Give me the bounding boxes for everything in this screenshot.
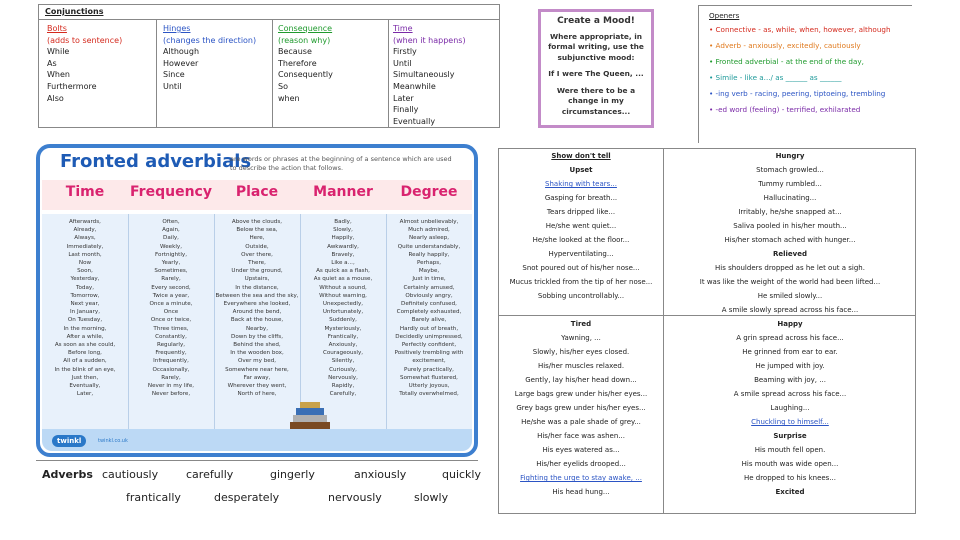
poster-entry: Back at the house,	[230, 317, 284, 324]
poster-entry: Regularly,	[156, 342, 186, 349]
poster-entry: Curiously,	[329, 366, 357, 373]
show-dont-tell-table	[498, 148, 916, 514]
poster-header-place: Place	[235, 184, 279, 200]
poster-col-place	[215, 218, 299, 398]
poster-entry: Mysteriously,	[324, 325, 362, 332]
poster-entry: Just in time,	[412, 276, 446, 283]
poster-entry: In the morning,	[63, 325, 107, 332]
sdt-line: Gasping for breath...	[544, 194, 618, 202]
sdt-line: His/her stomach ached with hunger...	[724, 236, 856, 244]
poster-entry: Frequently,	[155, 350, 187, 357]
sdt-line: Sobbing uncontrollably...	[537, 292, 625, 300]
poster-entry: Yearly,	[161, 260, 181, 267]
sdt-line: His head hung...	[552, 488, 610, 496]
poster-entry: Twice a year,	[152, 292, 190, 299]
books-icon	[288, 402, 332, 432]
sdt-line: Large bags grew under his/her eyes...	[514, 390, 648, 398]
poster-entry: Hardly out of breath,	[399, 325, 459, 332]
poster-header-degree: Degree	[400, 184, 458, 200]
sdt-cell-upset	[499, 149, 663, 303]
sdt-line: He jumped with joy.	[755, 362, 825, 370]
conj-col-hinges: Hinges (changes the direction) Although However Since Until	[163, 24, 257, 91]
sdt-line: Hyperventilating...	[548, 250, 614, 258]
poster-entry: Rarely,	[161, 276, 181, 283]
poster-entry: In January,	[70, 309, 100, 316]
sdt-line: Happy	[777, 320, 803, 328]
poster-entry: Next year,	[70, 301, 100, 308]
poster-entry: Unfortunately,	[322, 309, 364, 316]
sdt-line: Beaming with joy, ...	[754, 376, 826, 384]
sdt-cell-happy	[663, 317, 917, 499]
poster-entry: Weekly,	[160, 243, 182, 250]
poster-entry: Over my bed,	[237, 358, 277, 365]
adverb-word: gingerly	[270, 468, 315, 481]
poster-entry: Nearby,	[246, 325, 268, 332]
sdt-line: His eyes watered as...	[542, 446, 620, 454]
poster-entry: Just then,	[71, 374, 99, 381]
poster-entry: Somewhere near here,	[225, 366, 289, 373]
poster-entry: Frantically,	[327, 333, 359, 340]
sdt-line: His mouth was wide open...	[741, 460, 839, 468]
poster-entry: After a while,	[66, 333, 104, 340]
sdt-line: Stomach growled...	[756, 166, 824, 174]
poster-entry: Before long,	[68, 350, 102, 357]
poster-entry: Every second,	[151, 284, 191, 291]
poster-title: Fronted adverbials	[60, 151, 252, 172]
twinkl-logo: twinkl	[52, 435, 86, 447]
poster-entry: Between the sea and the sky,	[215, 292, 299, 299]
sdt-line: Laughing...	[770, 404, 810, 412]
poster-entry: Quite understandably,	[397, 243, 461, 250]
sdt-line: Tired	[570, 320, 592, 328]
sdt-line: He grinned from ear to ear.	[742, 348, 838, 356]
poster-entry: Somewhat flustered,	[400, 374, 458, 381]
sdt-cell-hungry	[663, 149, 917, 317]
poster-entry: Immediately,	[66, 243, 104, 250]
poster-entry: Soon,	[77, 268, 93, 275]
poster-entry: Silently,	[331, 358, 355, 365]
poster-entry: Above the clouds,	[231, 219, 283, 225]
sdt-line: Snot poured out of his/her nose...	[522, 264, 640, 272]
poster-entry: Nervously,	[328, 374, 358, 381]
poster-entry: As soon as she could,	[54, 342, 116, 349]
poster-col-time	[43, 218, 127, 398]
poster-entry: In the distance,	[235, 284, 279, 291]
poster-entry: Outside,	[245, 243, 269, 250]
poster-entry: Once	[163, 309, 179, 316]
sdt-cell-tired	[499, 317, 663, 499]
poster-entry: Over there,	[241, 251, 273, 258]
poster-entry: Tomorrow,	[70, 292, 100, 299]
poster-entry: Carefully,	[329, 391, 357, 398]
sdt-line: Surprise	[773, 432, 807, 440]
sdt-line: Shaking with tears...	[545, 180, 617, 188]
poster-entry: Often,	[162, 219, 180, 225]
sdt-line: Mucus trickled from the tip of her nose...	[509, 278, 653, 286]
poster-entry: Maybe,	[418, 268, 440, 275]
poster-entry: Happily,	[331, 235, 355, 242]
conjunctions-title: Conjunctions	[45, 7, 104, 16]
poster-entry: Again,	[162, 227, 180, 234]
sdt-line: A grin spread across his face...	[736, 334, 844, 342]
poster-entry: Far away,	[243, 374, 271, 381]
sdt-line: A smile slowly spread across his face...	[721, 306, 859, 314]
sdt-line: Chuckling to himself...	[751, 418, 829, 426]
poster-col-frequency	[129, 218, 213, 398]
opener-item: • -ed word (feeling) - terrified, exhilarated	[709, 105, 861, 114]
poster-entry: Wherever they went,	[227, 383, 287, 390]
sdt-line: He/she was a pale shade of grey...	[521, 418, 641, 426]
sdt-line: Fighting the urge to stay awake, ...	[520, 474, 642, 482]
mood-text-2: If I were The Queen, ...	[548, 69, 644, 78]
adverbs-label: Adverbs	[42, 468, 93, 481]
sdt-line: He smiled slowly...	[757, 292, 823, 300]
poster-col-degree	[387, 218, 471, 398]
poster-entry: Down by the cliffs,	[231, 333, 283, 340]
poster-entry: Utterly joyous,	[408, 383, 450, 390]
poster-col-manner	[301, 218, 385, 398]
poster-entry: Infrequently,	[153, 358, 189, 365]
poster-entry: North of here,	[237, 391, 277, 398]
poster-entry: Yesterday,	[70, 276, 100, 283]
poster-entry: Behind the shed,	[233, 342, 281, 349]
poster-entry: On Tuesday,	[67, 317, 103, 324]
adverb-word: anxiously	[354, 468, 407, 481]
poster-entry: Below the sea,	[236, 227, 278, 234]
poster-entry: Really happily,	[408, 251, 450, 258]
sdt-line: Grey bags grew under his/her eyes...	[516, 404, 646, 412]
adverb-word: carefully	[186, 468, 234, 481]
poster-header-manner: Manner	[313, 184, 373, 200]
conjunctions-table	[38, 4, 500, 128]
poster-entry: Rapidly,	[331, 383, 355, 390]
sdt-line: It was like the weight of the world had been lifted...	[699, 278, 881, 286]
poster-entry: Under the ground,	[231, 268, 283, 275]
poster-entry: In the blink of an eye,	[54, 366, 116, 373]
poster-entry: Without a sound,	[319, 284, 367, 291]
poster-entry: Perhaps,	[416, 260, 442, 267]
poster-entry: Always,	[74, 235, 96, 242]
adverb-word: cautiously	[102, 468, 159, 481]
poster-entry: Decidedly unimpressed,	[395, 333, 463, 340]
poster-entry: Purely practically,	[404, 366, 454, 373]
poster-entry: Perfectly confident,	[401, 342, 457, 349]
poster-entry: There,	[248, 260, 266, 267]
poster-entry: Around the bend,	[232, 309, 282, 316]
adverbs-strip	[36, 460, 481, 512]
sdt-line: Irritably, he/she snapped at...	[738, 208, 842, 216]
poster-header-time: Time	[65, 184, 105, 200]
poster-entry: Eventually,	[69, 383, 101, 390]
poster-entry: Constantly,	[155, 333, 187, 340]
opener-item: • Connective - as, while, when, however, although	[709, 25, 891, 34]
poster-entry: Never in my life,	[147, 383, 195, 390]
openers-title: Openers	[709, 11, 740, 20]
sdt-line: His/her face was ashen...	[537, 432, 625, 440]
sdt-line: A smile spread across his face...	[733, 390, 847, 398]
poster-entry: Last month,	[68, 251, 102, 258]
poster-entry: Here,	[249, 235, 265, 242]
poster-entry: Suddenly,	[329, 317, 357, 324]
poster-entry: Positively trembling with excitement,	[394, 350, 464, 365]
adverb-word: nervously	[328, 491, 382, 504]
openers-box	[698, 5, 912, 143]
poster-entry: Today,	[76, 284, 94, 291]
poster-entry: In the wooden box,	[230, 350, 284, 357]
conj-col-consequence: Consequence (reason why) Because Therefore Consequently So when	[278, 24, 333, 103]
sdt-line: Saliva pooled in his/her mouth...	[733, 222, 847, 230]
poster-entry: Slowly,	[333, 227, 353, 234]
sdt-line: His/her muscles relaxed.	[537, 362, 625, 370]
conj-col-time: Time (when it happens) Firstly Until Simultaneously Meanwhile Later Finally Eventually	[393, 24, 466, 126]
poster-entry: Courageously,	[322, 350, 364, 357]
poster-entry: Everywhere she looked,	[223, 301, 291, 308]
poster-entry: Awkwardly,	[327, 243, 359, 250]
mood-title: Create a Mood!	[557, 16, 635, 26]
create-a-mood-box	[538, 9, 654, 128]
poster-entry: Rarely,	[161, 374, 181, 381]
sdt-line: He/she went quiet...	[545, 222, 617, 230]
opener-item: • -ing verb - racing, peering, tiptoeing, trembling	[709, 89, 886, 98]
poster-entry: Occasionally,	[152, 366, 190, 373]
sdt-line: Hallucinating...	[763, 194, 817, 202]
sdt-line: His shoulders dropped as he let out a sigh.	[715, 264, 865, 272]
poster-url: twinkl.co.uk	[98, 438, 128, 444]
mood-text-3: Were there to be a change in my circumstances...	[556, 85, 636, 116]
sdt-line: Slowly, his/her eyes closed.	[532, 348, 630, 356]
sdt-line: Hungry	[775, 152, 805, 160]
poster-entry: Without warning,	[319, 292, 367, 299]
sdt-line: Show don't tell	[551, 152, 611, 160]
poster-entry: Already,	[73, 227, 97, 234]
mood-text-1: Where appropriate, in formal writing, use the subjunctive mood:	[548, 31, 644, 62]
poster-entry: Upstairs,	[244, 276, 270, 283]
poster-entry: Completely exhausted,	[396, 309, 462, 316]
adverb-word: desperately	[214, 491, 280, 504]
poster-entry: Almost unbelievably,	[399, 219, 459, 225]
poster-entry: Sometimes,	[154, 268, 188, 275]
poster-entry: Nearly asleep,	[408, 235, 450, 242]
poster-description: are words or phrases at the beginning of a sentence which are used to describe the action that follows.	[230, 155, 452, 172]
sdt-line: Tears dripped like...	[546, 208, 616, 216]
poster-entry: All of a sudden,	[63, 358, 107, 365]
opener-item: • Adverb - anxiously, excitedly, cautiously	[709, 41, 861, 50]
sdt-line: He dropped to his knees...	[743, 474, 837, 482]
poster-entry: As quick as a flash,	[316, 268, 370, 275]
adverb-word: slowly	[414, 491, 449, 504]
sdt-line: Gently, lay his/her head down...	[525, 376, 637, 384]
opener-item: • Simile - like a.../ as ______ as ______	[709, 73, 842, 82]
opener-item: • Fronted adverbial - at the end of the day,	[709, 57, 864, 66]
sdt-line: His mouth fell open.	[754, 446, 826, 454]
poster-entry: Unexpectedly,	[322, 301, 364, 308]
poster-entry: Barely alive,	[411, 317, 447, 324]
sdt-line: Upset	[569, 166, 593, 174]
poster-entry: Much admired,	[408, 227, 450, 234]
poster-entry: Fortnightly,	[155, 251, 187, 258]
poster-entry: Totally overwhelmed,	[399, 391, 459, 398]
poster-entry: Once or twice,	[150, 317, 192, 324]
poster-entry: As quiet as a mouse,	[313, 276, 373, 283]
poster-entry: Certainly amused,	[403, 284, 455, 291]
sdt-line: Yawning, ...	[561, 334, 601, 342]
poster-entry: Now	[78, 260, 92, 267]
poster-entry: Badly,	[334, 219, 352, 225]
sdt-line: He/she looked at the floor...	[532, 236, 630, 244]
conj-col-bolts: Bolts (adds to sentence) While As When Furthermore Also	[47, 24, 123, 103]
sdt-line: Excited	[775, 488, 805, 496]
sdt-line: Tummy rumbled...	[758, 180, 822, 188]
adverb-word: frantically	[126, 491, 181, 504]
sdt-line: His/her eyelids drooped...	[536, 460, 626, 468]
poster-entry: Anxiously,	[328, 342, 358, 349]
poster-entry: Obviously angry,	[405, 292, 453, 299]
fronted-adverbials-poster	[36, 144, 478, 457]
poster-entry: Daily,	[163, 235, 179, 242]
poster-entry: Like a...,	[331, 260, 355, 267]
sdt-line: Relieved	[772, 250, 807, 258]
poster-entry: Never before,	[151, 391, 191, 398]
poster-entry: Three times,	[153, 325, 189, 332]
poster-entry: Afterwards,	[69, 219, 101, 225]
poster-header-frequency: Frequency	[130, 184, 212, 200]
poster-entry: Later,	[76, 391, 94, 398]
adverb-word: quickly	[442, 468, 481, 481]
poster-entry: Bravely,	[331, 251, 355, 258]
poster-entry: Once a minute,	[149, 301, 193, 308]
poster-entry: Definitely confused,	[401, 301, 457, 308]
